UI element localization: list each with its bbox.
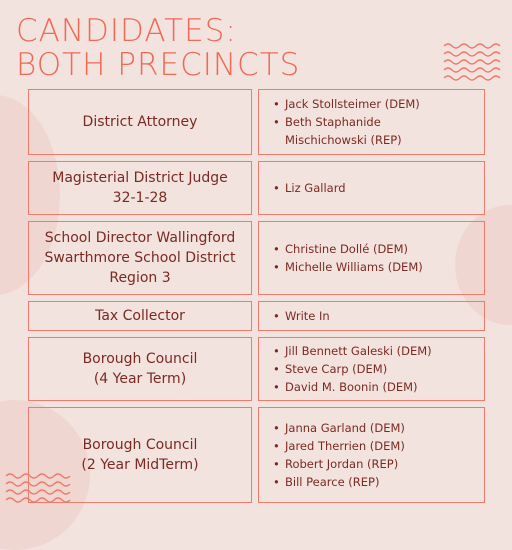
candidate-list — [273, 240, 423, 276]
candidate-name: • Bill Pearce (REP) — [273, 473, 405, 491]
candidate-list — [273, 307, 330, 325]
candidate-name: • Jill Bennett Galeski (DEM) — [273, 342, 432, 360]
candidate-name: • Michelle Williams (DEM) — [273, 258, 423, 276]
office-name: Magisterial District Judge 32-1-28 — [52, 170, 228, 206]
candidates-cell — [258, 221, 485, 295]
table-row — [28, 337, 485, 401]
office-name: Tax Collector — [95, 308, 185, 324]
title-line-1: CANDIDATES: — [16, 13, 237, 49]
table-row — [28, 221, 485, 295]
candidate-name: • Jack Stollsteimer (DEM) — [273, 95, 420, 113]
office-cell — [28, 161, 252, 215]
office-cell — [28, 89, 252, 155]
candidate-name: • Steve Carp (DEM) — [273, 360, 432, 378]
candidate-name: • Robert Jordan (REP) — [273, 455, 405, 473]
candidates-cell — [258, 337, 485, 401]
candidate-name: • David M. Boonin (DEM) — [273, 378, 432, 396]
candidate-name: • Christine Dollé (DEM) — [273, 240, 423, 258]
table-row — [28, 301, 485, 331]
office-name: School Director Wallingford Swarthmore School District Region 3 — [44, 230, 236, 286]
office-cell — [28, 407, 252, 503]
candidate-name: Mischichowski (REP) — [285, 133, 402, 147]
office-cell — [28, 301, 252, 331]
candidate-list — [273, 419, 405, 491]
candidate-name: • Janna Garland (DEM) — [273, 419, 405, 437]
candidate-list — [273, 179, 346, 197]
candidates-cell — [258, 407, 485, 503]
table-row — [28, 89, 485, 155]
candidate-name: • Jared Therrien (DEM) — [273, 437, 405, 455]
office-cell — [28, 221, 252, 295]
candidates-cell — [258, 301, 485, 331]
office-name: Borough Council (4 Year Term) — [82, 351, 198, 387]
candidate-name: • Liz Gallard — [273, 179, 346, 197]
candidate-name: • Beth Staphanide — [273, 113, 420, 131]
table-row — [28, 407, 485, 503]
table-row — [28, 161, 485, 215]
page-title — [16, 14, 300, 82]
office-name: District Attorney — [82, 114, 198, 130]
candidate-name: • Write In — [273, 307, 330, 325]
candidates-cell — [258, 89, 485, 155]
office-cell — [28, 337, 252, 401]
candidate-list — [273, 342, 432, 396]
title-line-2: BOTH PRECINCTS — [16, 47, 301, 83]
candidates-cell — [258, 161, 485, 215]
office-name: Borough Council (2 Year MidTerm) — [81, 437, 199, 473]
wave-pattern-top-right — [442, 40, 506, 84]
candidate-list — [273, 95, 420, 149]
